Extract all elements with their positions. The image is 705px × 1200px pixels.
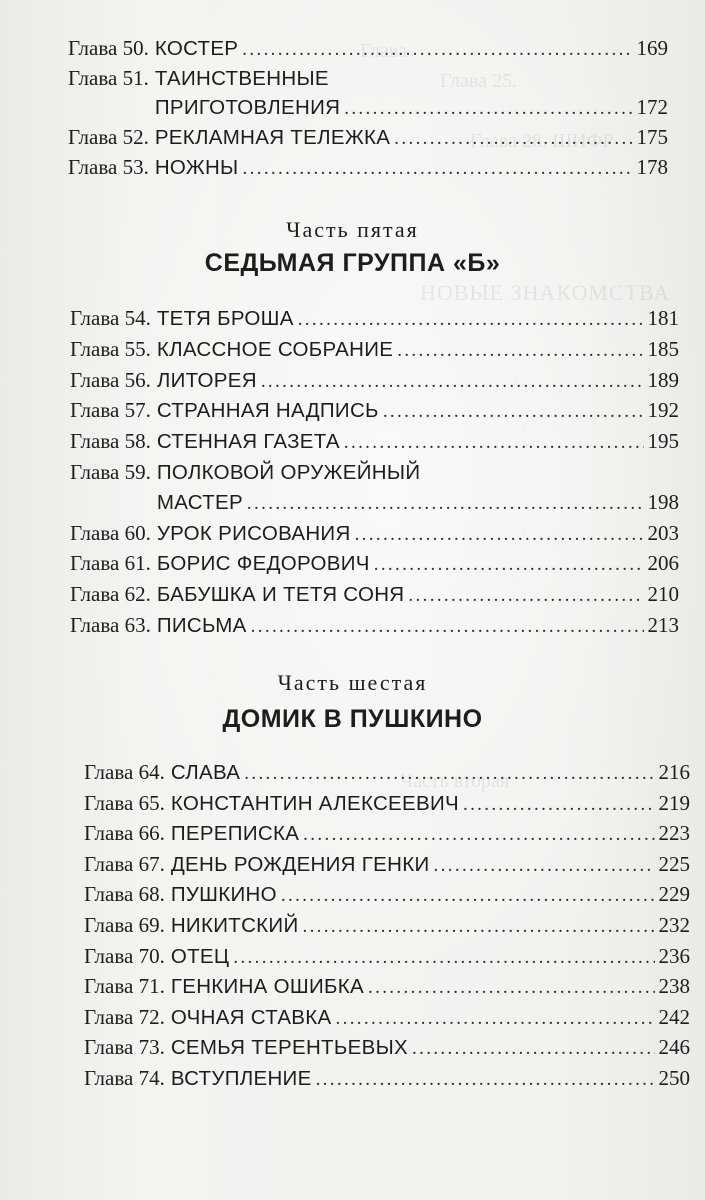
- page-number: 172: [636, 95, 668, 119]
- page-number: 175: [636, 125, 668, 149]
- toc-entry: [70, 396, 679, 427]
- chapter-number: Глава 58.: [70, 429, 151, 454]
- toc-entry: [70, 335, 679, 366]
- chapter-number: Глава 66.: [84, 821, 165, 846]
- dot-leader: [261, 368, 644, 397]
- chapter-number: Глава 62.: [70, 582, 151, 607]
- toc-block-part5: [70, 304, 679, 642]
- page-number: 185: [647, 336, 679, 361]
- chapter-title: БОРИС ФЕДОРОВИЧ: [156, 552, 370, 576]
- dot-leader: [408, 582, 643, 611]
- toc-entry: [84, 789, 690, 820]
- chapter-title: ПЕРЕПИСКА: [170, 822, 300, 846]
- chapter-number: Глава 68.: [84, 882, 165, 907]
- page-number: 178: [636, 155, 668, 179]
- dot-leader: [281, 882, 655, 911]
- chapter-title-continued: МАСТЕР: [156, 490, 243, 514]
- page-number: 219: [658, 790, 690, 815]
- chapter-number: Глава 50.: [68, 36, 149, 60]
- toc-entry: [70, 519, 679, 550]
- dot-leader: [434, 852, 655, 881]
- part-title: СЕДЬМАЯ ГРУППА «Б»: [204, 249, 501, 277]
- toc-entry: [70, 611, 679, 642]
- toc-entry: [84, 911, 690, 942]
- chapter-title: КОСТЕР: [154, 37, 239, 60]
- chapter-number: Глава 59.: [70, 459, 151, 484]
- dot-leader: [303, 821, 654, 850]
- toc-entry-continuation: [68, 93, 668, 123]
- toc-entry: [70, 304, 679, 335]
- chapter-title: СЕМЬЯ ТЕРЕНТЬЕВЫХ: [170, 1036, 409, 1060]
- part-title: ДОМИК В ПУШКИНО: [222, 705, 483, 733]
- chapter-number: Глава 54.: [70, 306, 151, 330]
- toc-entry: [84, 1064, 690, 1095]
- toc-entry: [70, 549, 679, 580]
- dot-leader: [247, 490, 644, 519]
- toc-entry: [84, 850, 690, 881]
- chapter-title: ТЕТЯ БРОША: [156, 307, 294, 330]
- page-number: 206: [647, 551, 679, 576]
- page-number: 216: [658, 760, 690, 784]
- chapter-title: ГЕНКИНА ОШИБКА: [170, 975, 364, 999]
- page-number: 223: [658, 821, 690, 846]
- page-number: 250: [658, 1065, 690, 1090]
- chapter-title: СЛАВА: [170, 761, 241, 784]
- chapter-title: БАБУШКА И ТЕТЯ СОНЯ: [156, 583, 405, 607]
- page-number: 181: [647, 306, 679, 330]
- chapter-title: КОНСТАНТИН АЛЕКСЕЕВИЧ: [170, 791, 459, 815]
- chapter-number: Глава 74.: [84, 1065, 165, 1090]
- chapter-title: ДЕНЬ РОЖДЕНИЯ ГЕНКИ: [170, 852, 430, 876]
- chapter-title: ВСТУПЛЕНИЕ: [170, 1066, 312, 1090]
- toc-entry-continuation: [70, 488, 679, 519]
- chapter-title: ЛИТОРЕЯ: [156, 368, 257, 392]
- toc-entry: [84, 758, 690, 789]
- chapter-title: ПУШКИНО: [170, 883, 277, 907]
- toc-entry: [84, 942, 690, 973]
- chapter-number: Глава 65.: [84, 790, 165, 815]
- chapter-number: Глава 61.: [70, 551, 151, 576]
- chapter-number: Глава 52.: [68, 125, 149, 149]
- bleed-through-text: Глава: [360, 40, 407, 62]
- dot-leader: [302, 913, 654, 942]
- chapter-number: Глава 72.: [84, 1004, 165, 1029]
- page-number: 229: [658, 882, 690, 907]
- chapter-number: Глава 60.: [70, 520, 151, 545]
- dot-leader: [243, 154, 633, 183]
- page-number: 213: [647, 612, 679, 637]
- page-number: 169: [636, 36, 668, 60]
- page-number: 198: [647, 489, 679, 514]
- toc-entry: [70, 458, 679, 488]
- page-number: 236: [658, 943, 690, 968]
- dot-leader: [397, 337, 643, 366]
- chapter-title: ПОЛКОВОЙ ОРУЖЕЙНЫЙ: [156, 460, 421, 484]
- dot-leader: [251, 613, 644, 642]
- dot-leader: [233, 944, 654, 973]
- chapter-title: НОЖНЫ: [154, 156, 239, 179]
- page-number: 242: [658, 1004, 690, 1029]
- toc-entry: [70, 580, 679, 611]
- toc-entry: [84, 819, 690, 850]
- chapter-number: Глава 69.: [84, 912, 165, 937]
- part-label: Часть шестая: [277, 670, 428, 695]
- toc-entry: [68, 64, 668, 93]
- toc-entry: [84, 972, 690, 1003]
- chapter-title: КЛАССНОЕ СОБРАНИЕ: [156, 337, 394, 361]
- toc-entry: [68, 153, 668, 183]
- toc-entry: [70, 427, 679, 458]
- chapter-title-continued: ПРИГОТОВЛЕНИЯ: [154, 96, 341, 119]
- page-number: 189: [647, 367, 679, 392]
- chapter-title: СТЕННАЯ ГАЗЕТА: [156, 430, 340, 454]
- chapter-number: Глава 56.: [70, 367, 151, 392]
- page-number: 203: [647, 520, 679, 545]
- chapter-number: Глава 55.: [70, 336, 151, 361]
- chapter-number: Глава 53.: [68, 155, 149, 179]
- dot-leader: [344, 429, 644, 458]
- chapter-title: ОТЕЦ: [170, 944, 230, 968]
- page-number: 225: [658, 851, 690, 876]
- dot-leader: [298, 306, 644, 335]
- dot-leader: [463, 791, 655, 820]
- chapter-title: ОЧНАЯ СТАВКА: [170, 1005, 332, 1029]
- dot-leader: [242, 35, 632, 64]
- bleed-through-text: Часть вторая: [400, 770, 510, 792]
- dot-leader: [355, 521, 644, 550]
- page-number: 238: [658, 974, 690, 999]
- page-number: 246: [658, 1035, 690, 1060]
- dot-leader: [368, 974, 655, 1003]
- page-number: 210: [647, 582, 679, 607]
- chapter-title: НИКИТСКИЙ: [170, 913, 299, 937]
- toc-entry: [84, 880, 690, 911]
- dot-leader: [244, 760, 654, 789]
- part-label: Часть пятая: [286, 217, 419, 242]
- chapter-number: Глава 63.: [70, 612, 151, 637]
- toc-entry: [84, 1003, 690, 1034]
- toc-entry: [68, 34, 668, 64]
- bleed-through-text: Глава 28. ШИФР: [470, 130, 614, 152]
- dot-leader: [336, 1005, 655, 1034]
- chapter-title: УРОК РИСОВАНИЯ: [156, 521, 351, 545]
- toc-entry: [70, 366, 679, 397]
- dot-leader: [394, 124, 632, 153]
- toc-block-part4-end: [68, 34, 668, 183]
- chapter-title: РЕКЛАМНАЯ ТЕЛЕЖКА: [154, 126, 391, 149]
- bleed-through-text: Глава 25.: [440, 70, 517, 92]
- chapter-title: СТРАННАЯ НАДПИСЬ: [156, 399, 379, 423]
- chapter-number: Глава 73.: [84, 1035, 165, 1060]
- chapter-title: ТАИНСТВЕННЫЕ: [154, 67, 329, 90]
- page-number: 192: [647, 398, 679, 423]
- dot-leader: [412, 1035, 654, 1064]
- chapter-number: Глава 51.: [68, 66, 149, 90]
- chapter-number: Глава 67.: [84, 851, 165, 876]
- toc-block-part6: [84, 758, 690, 1095]
- dot-leader: [383, 398, 644, 427]
- page-number: 232: [658, 912, 690, 937]
- bleed-through-text: НОВЫЕ ЗНАКОМСТВА: [420, 280, 671, 305]
- chapter-number: Глава 71.: [84, 974, 165, 999]
- toc-entry: [84, 1033, 690, 1064]
- toc-entry: [68, 123, 668, 153]
- dot-leader: [374, 551, 644, 580]
- page-number: 195: [647, 429, 679, 454]
- chapter-title: ПИСЬМА: [156, 613, 247, 637]
- dot-leader: [344, 94, 632, 123]
- chapter-number: Глава 64.: [84, 760, 165, 784]
- chapter-number: Глава 70.: [84, 943, 165, 968]
- dot-leader: [316, 1066, 655, 1095]
- chapter-number: Глава 57.: [70, 398, 151, 423]
